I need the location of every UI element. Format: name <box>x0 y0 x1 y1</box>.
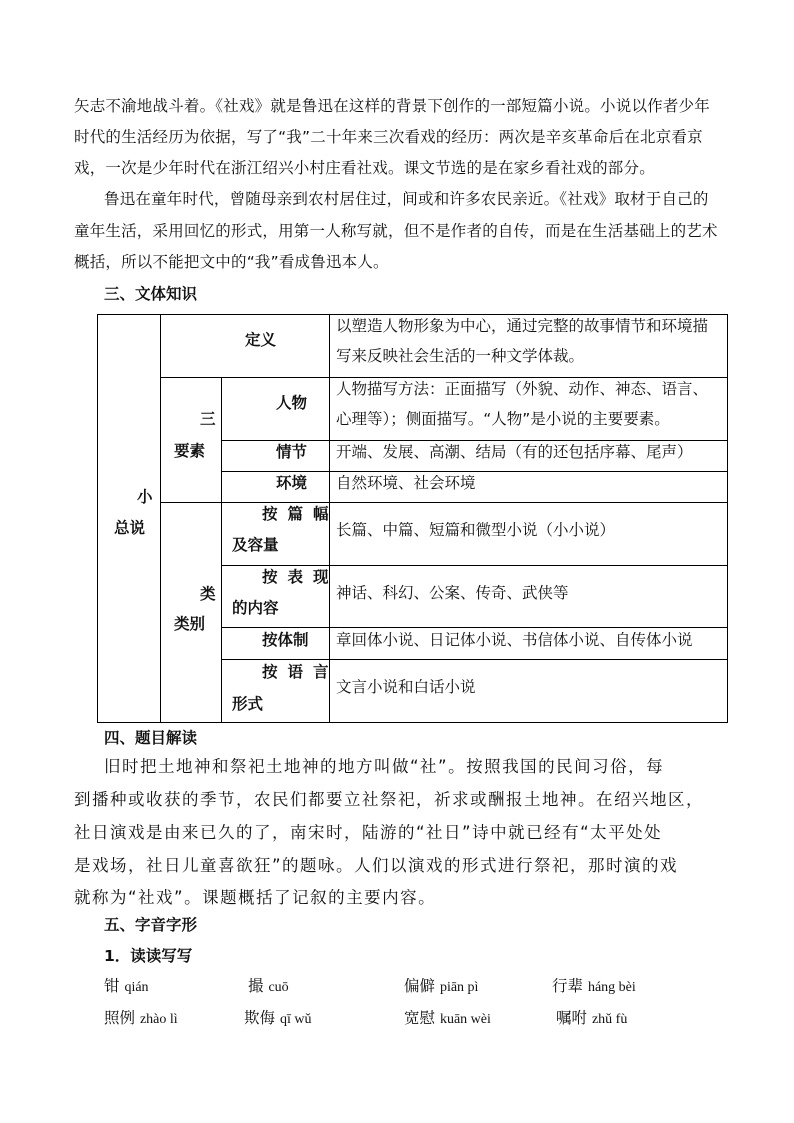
categories-label-top: 类 <box>200 585 216 603</box>
vocab-word: 行辈 <box>552 977 584 995</box>
definition-content: 写来反映社会生活的一种文学体裁。 <box>336 347 585 365</box>
element-content: 自然环境、社会环境 <box>336 474 476 492</box>
section-heading: 五、字音字形 <box>104 916 198 934</box>
table-divider <box>160 502 728 503</box>
element-content: 心理等）；侧面描写。“人物”是小说的主要要素。 <box>336 410 670 428</box>
table-border-right <box>727 314 728 723</box>
table-divider <box>221 440 728 441</box>
table-divider <box>221 627 728 628</box>
definition-content: 以塑造人物形象为中心，通过完整的故事情节和环境描 <box>336 317 709 335</box>
element-label: 环境 <box>276 474 308 492</box>
table-border-bottom <box>97 722 728 723</box>
table-divider <box>221 565 728 566</box>
category-content: 文言小说和白话小说 <box>336 678 476 696</box>
intro-line: 鲁迅在童年时代，曾随母亲到农村居住过，间或和许多农民亲近。《社戏》取材于自己的 <box>104 190 709 208</box>
category-label: 按语言 <box>262 663 339 681</box>
table-divider <box>221 377 222 723</box>
elements-label-bottom: 要素 <box>174 442 206 460</box>
elements-label-top: 三 <box>200 410 216 428</box>
vocab-item <box>104 1008 178 1030</box>
category-label: 按表现 <box>262 568 339 586</box>
category-label: 按篇幅 <box>262 505 339 523</box>
section-heading: 四、题目解读 <box>104 729 198 747</box>
intro-line: 概括，所以不能把文中的“我”看成鲁迅本人。 <box>74 253 389 271</box>
vocab-word: 撮 <box>248 977 264 995</box>
table-col1-top: 小 <box>137 488 153 506</box>
table-col1-bottom: 总说 <box>114 519 146 537</box>
vocab-word: 照例 <box>104 1009 136 1027</box>
table-border-left <box>97 314 98 723</box>
element-content: 人物描写方法：正面描写（外貌、动作、神态、语言、 <box>336 380 709 398</box>
vocab-item <box>552 976 636 998</box>
category-content: 长篇、中篇、短篇和微型小说（小小说） <box>336 521 616 539</box>
element-label: 情节 <box>276 443 308 461</box>
vocab-pinyin: háng bèi <box>587 980 636 995</box>
table-divider <box>160 314 161 723</box>
vocab-pinyin: qián <box>124 980 149 995</box>
table-divider <box>221 659 728 660</box>
categories-label-bottom: 类别 <box>174 615 206 633</box>
category-content: 神话、科幻、公案、传奇、武侠等 <box>336 584 569 602</box>
vocab-word: 嘱咐 <box>556 1009 588 1027</box>
vocab-pinyin: piān pì <box>439 980 479 995</box>
title-explanation-line: 是戏场，社日儿童喜欲狂”的题咏。人们以演戏的形式进行祭祀，那时演的戏 <box>74 856 679 875</box>
vocab-word: 钳 <box>104 977 120 995</box>
title-explanation-line: 到播种或收获的季节，农民们都要立社祭祀，祈求或酬报土地神。在绍兴地区， <box>74 790 704 809</box>
section-heading: 三、文体知识 <box>104 285 198 303</box>
vocab-item <box>404 976 478 998</box>
category-content: 章回体小说、日记体小说、书信体小说、自传体小说 <box>336 631 693 649</box>
intro-line: 戏，一次是少年时代在浙江绍兴小村庄看社戏。课文节选的是在家乡看社戏的部分。 <box>74 159 655 177</box>
vocab-pinyin: zhǔ fù <box>591 1012 628 1027</box>
subsection-heading: 1．读读写写 <box>104 947 193 965</box>
table-divider <box>221 471 728 472</box>
table-border-top <box>97 314 728 315</box>
vocab-pinyin: zhào lì <box>139 1012 178 1027</box>
title-explanation-line: 社日演戏是由来已久的了，南宋时，陆游的“社日”诗中就已经有“太平处处 <box>74 823 663 842</box>
vocab-item <box>248 976 289 998</box>
category-label: 及容量 <box>232 536 279 554</box>
vocab-pinyin: qī wǔ <box>279 1012 312 1027</box>
definition-label: 定义 <box>245 331 277 349</box>
vocab-item <box>556 1008 627 1030</box>
element-content: 开端、发展、高潮、结局（有的还包括序幕、尾声） <box>336 443 693 461</box>
intro-line: 时代的生活经历为依据，写了“我”二十年来三次看戏的经历：两次是辛亥革命后在北京看京 <box>74 128 703 146</box>
vocab-pinyin: kuān wèi <box>439 1012 491 1027</box>
category-label: 的内容 <box>232 599 279 617</box>
intro-line: 矢志不渝地战斗着。《社戏》就是鲁迅在这样的背景下创作的一部短篇小说。小说以作者少年 <box>74 97 710 115</box>
category-label: 形式 <box>232 695 264 713</box>
table-divider <box>160 377 728 378</box>
vocab-item <box>404 1008 491 1030</box>
vocab-pinyin: cuō <box>268 980 289 995</box>
vocab-item <box>244 1008 311 1030</box>
vocab-word: 偏僻 <box>404 977 436 995</box>
vocab-word: 欺侮 <box>244 1009 276 1027</box>
vocab-word: 宽慰 <box>404 1009 436 1027</box>
title-explanation-line: 旧时把土地神和祭祀土地神的地方叫做“社”。按照我国的民间习俗，每 <box>104 757 665 776</box>
vocab-item <box>104 976 149 998</box>
category-label: 按体制 <box>262 631 309 649</box>
title-explanation-line: 就称为“社戏”。课题概括了记叙的主要内容。 <box>74 888 437 907</box>
element-label: 人物 <box>276 394 308 412</box>
intro-line: 童年生活，采用回忆的形式，用第一人称写就，但不是作者的自传，而是在生活基础上的艺术 <box>74 222 718 240</box>
genre-knowledge-table <box>97 314 728 723</box>
